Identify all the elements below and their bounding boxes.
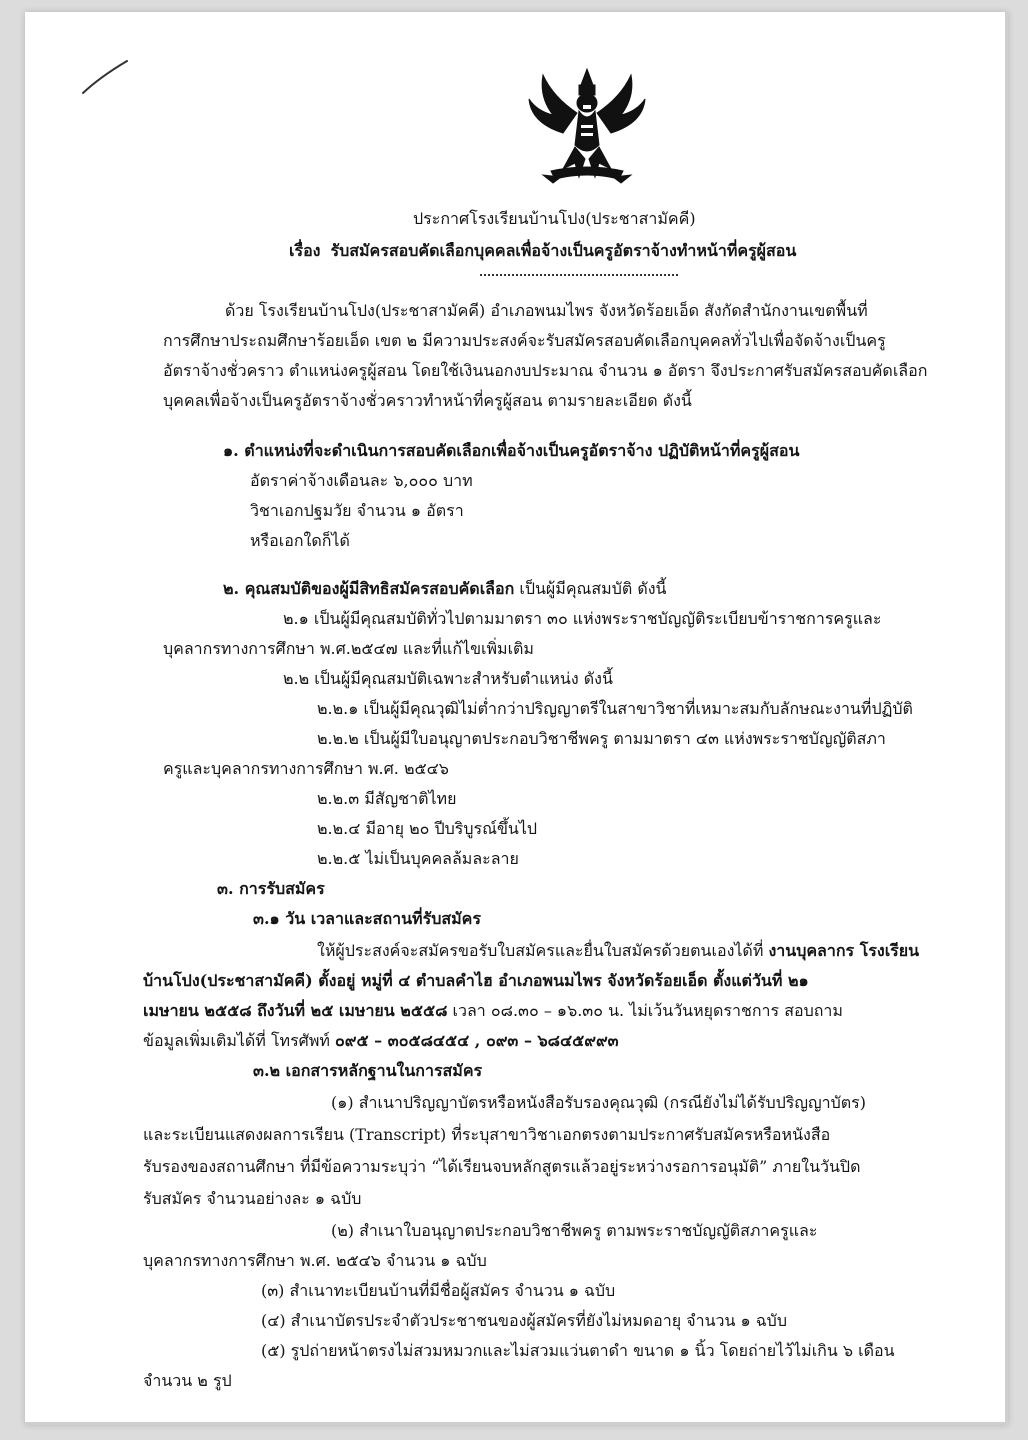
document-item-1-cont: รับรองของสถานศึกษา ที่มีข้อความระบุว่า “ได้เรียนจบหลักสูตรแล้วอยู่ระหว่างรอการอนุมัติ” ภายในวันปิด bbox=[143, 1157, 861, 1176]
intro-line: อัตราจ้างชั่วคราว ตำแหน่งครูผู้สอน โดยใช้เงินนอกงบประมาณ จำนวน ๑ อัตรา จึงประกาศรับสมัครสอบคัดเลือก bbox=[163, 361, 928, 380]
document-item-1: (๑) สำเนาปริญญาบัตรหรือหนังสือรับรองคุณวุฒิ (กรณียังไม่ได้รับปริญญาบัตร) bbox=[331, 1093, 866, 1112]
subject-text: รับสมัครสอบคัดเลือกบุคคลเพื่อจ้างเป็นครูอัตราจ้างทำหน้าที่ครูผู้สอน bbox=[330, 241, 797, 260]
contact-phones: ๐๙๕ – ๓๐๕๘๔๕๔ , ๐๙๓ – ๖๘๔๕๙๙๓ bbox=[335, 1031, 619, 1050]
qualification-2-2: ๒.๒ เป็นผู้มีคุณสมบัติเฉพาะสำหรับตำแหน่ง ดังนี้ bbox=[283, 669, 613, 688]
document-item-3: (๓) สำเนาทะเบียนบ้านที่มีชื่อผู้สมัคร จำนวน ๑ ฉบับ bbox=[261, 1281, 616, 1300]
pen-stroke-mark bbox=[80, 57, 130, 97]
contact-label: ข้อมูลเพิ่มเติมได้ที่ โทรศัพท์ bbox=[143, 1031, 336, 1050]
application-text: ให้ผู้ประสงค์จะสมัครขอรับใบสมัครและยื่นใบสมัครด้วยตนเองได้ที่ bbox=[317, 941, 769, 960]
subject-label: เรื่อง bbox=[289, 241, 321, 260]
intro-line: ด้วย โรงเรียนบ้านโปง(ประชาสามัคคี) อำเภอพนมไพร จังหวัดร้อยเอ็ด สังกัดสำนักงานเขตพื้นที่ bbox=[225, 301, 868, 320]
document-item-1-cont: รับสมัคร จำนวนอย่างละ ๑ ฉบับ bbox=[143, 1189, 362, 1208]
application-time: เวลา ๐๘.๓๐ – ๑๖.๓๐ น. ไม่เว้นวันหยุดราชการ สอบถาม bbox=[447, 1001, 843, 1020]
section2-heading bbox=[223, 578, 666, 600]
application-line bbox=[317, 940, 919, 962]
application-dates-line bbox=[143, 1000, 843, 1022]
document-item-2-cont: บุคลากรทางการศึกษา พ.ศ. ๒๕๔๖ จำนวน ๑ ฉบับ bbox=[143, 1251, 487, 1270]
application-office: งานบุคลากร โรงเรียน bbox=[768, 941, 920, 960]
contact-line bbox=[143, 1030, 619, 1052]
qualification-2-2-2: ๒.๒.๒ เป็นผู้มีใบอนุญาตประกอบวิชาชีพครู ตามมาตรา ๔๓ แห่งพระราชบัญญัติสภา bbox=[317, 729, 886, 748]
major-text: วิชาเอกปฐมวัย จำนวน ๑ อัตรา bbox=[250, 501, 464, 520]
section3-heading: ๓. การรับสมัคร bbox=[217, 879, 325, 898]
section1-heading: ๑. ตำแหน่งที่จะดำเนินการสอบคัดเลือกเพื่อจ้างเป็นครูอัตราจ้าง ปฏิบัติหน้าที่ครูผู้สอน bbox=[223, 441, 800, 460]
qualification-2-2-2-cont: ครูและบุคลากรทางการศึกษา พ.ศ. ๒๕๔๖ bbox=[163, 759, 449, 778]
document-item-4: (๔) สำเนาบัตรประจำตัวประชาชนของผู้สมัครที่ยังไม่หมดอายุ จำนวน ๑ ฉบับ bbox=[261, 1311, 787, 1330]
qualification-2-1: ๒.๑ เป็นผู้มีคุณสมบัติทั่วไปตามมาตรา ๓๐ แห่งพระราชบัญญัติระเบียบข้าราชการครูและ bbox=[283, 609, 882, 628]
section3-1-heading: ๓.๑ วัน เวลาและสถานที่รับสมัคร bbox=[253, 909, 481, 928]
qualification-2-2-3: ๒.๒.๓ มีสัญชาติไทย bbox=[317, 789, 457, 808]
document-item-1-cont: และระเบียนแสดงผลการเรียน (Transcript) ที่ระบุสาขาวิชาเอกตรงตามประกาศรับสมัครหรือหนังสือ bbox=[143, 1125, 831, 1144]
intro-line: การศึกษาประถมศึกษาร้อยเอ็ด เขต ๒ มีความประสงค์จะรับสมัครสอบคัดเลือกบุคคลทั่วไปเพื่อจัดจ้างเป็นครู bbox=[163, 331, 886, 350]
or-any-major-text: หรือเอกใดก็ได้ bbox=[250, 531, 350, 550]
subject-line bbox=[289, 240, 796, 262]
document-item-5-cont: จำนวน ๒ รูป bbox=[143, 1371, 232, 1390]
salary-text: อัตราค่าจ้างเดือนละ ๖,๐๐๐ บาท bbox=[250, 471, 473, 490]
title-divider bbox=[480, 274, 678, 276]
document-item-2: (๒) สำเนาใบอนุญาตประกอบวิชาชีพครู ตามพระราชบัญญัติสภาครูและ bbox=[331, 1221, 818, 1240]
qualification-2-1-cont: บุคลากรทางการศึกษา พ.ศ.๒๕๔๗ และที่แก้ไขเพิ่มเติม bbox=[163, 639, 534, 658]
page-title: ประกาศโรงเรียนบ้านโปง(ประชาสามัคคี) bbox=[413, 209, 696, 228]
document-page bbox=[25, 12, 1008, 1425]
qualification-2-2-4: ๒.๒.๔ มีอายุ ๒๐ ปีบริบูรณ์ขึ้นไป bbox=[317, 819, 538, 838]
intro-line: บุคคลเพื่อจ้างเป็นครูอัตราจ้างชั่วคราวทำหน้าที่ครูผู้สอน ตามรายละเอียด ดังนี้ bbox=[163, 391, 692, 410]
qualification-2-2-1: ๒.๒.๑ เป็นผู้มีคุณวุฒิไม่ต่ำกว่าปริญญาตรีในสาขาวิชาที่เหมาะสมกับลักษณะงานที่ปฏิบัติ bbox=[317, 699, 913, 718]
application-location: บ้านโปง(ประชาสามัคคี) ตั้งอยู่ หมู่ที่ ๔ ตำบลคำไฮ อำเภอพนมไพร จังหวัดร้อยเอ็ด ตั้งแต่วันที่ ๒๑ bbox=[143, 971, 809, 990]
garuda-emblem-icon bbox=[523, 67, 651, 185]
section2-heading-rest: เป็นผู้มีคุณสมบัติ ดังนี้ bbox=[514, 579, 667, 598]
section2-heading-bold: ๒. คุณสมบัติของผู้มีสิทธิสมัครสอบคัดเลือก bbox=[223, 579, 515, 598]
document-item-5: (๕) รูปถ่ายหน้าตรงไม่สวมหมวกและไม่สวมแว่นตาดำ ขนาด ๑ นิ้ว โดยถ่ายไว้ไม่เกิน ๖ เดือน bbox=[261, 1341, 895, 1360]
section3-2-heading: ๓.๒ เอกสารหลักฐานในการสมัคร bbox=[253, 1061, 483, 1080]
qualification-2-2-5: ๒.๒.๕ ไม่เป็นบุคคลล้มละลาย bbox=[317, 849, 519, 868]
application-dates: เมษายน ๒๕๕๘ ถึงวันที่ ๒๕ เมษายน ๒๕๕๘ bbox=[143, 1001, 448, 1020]
